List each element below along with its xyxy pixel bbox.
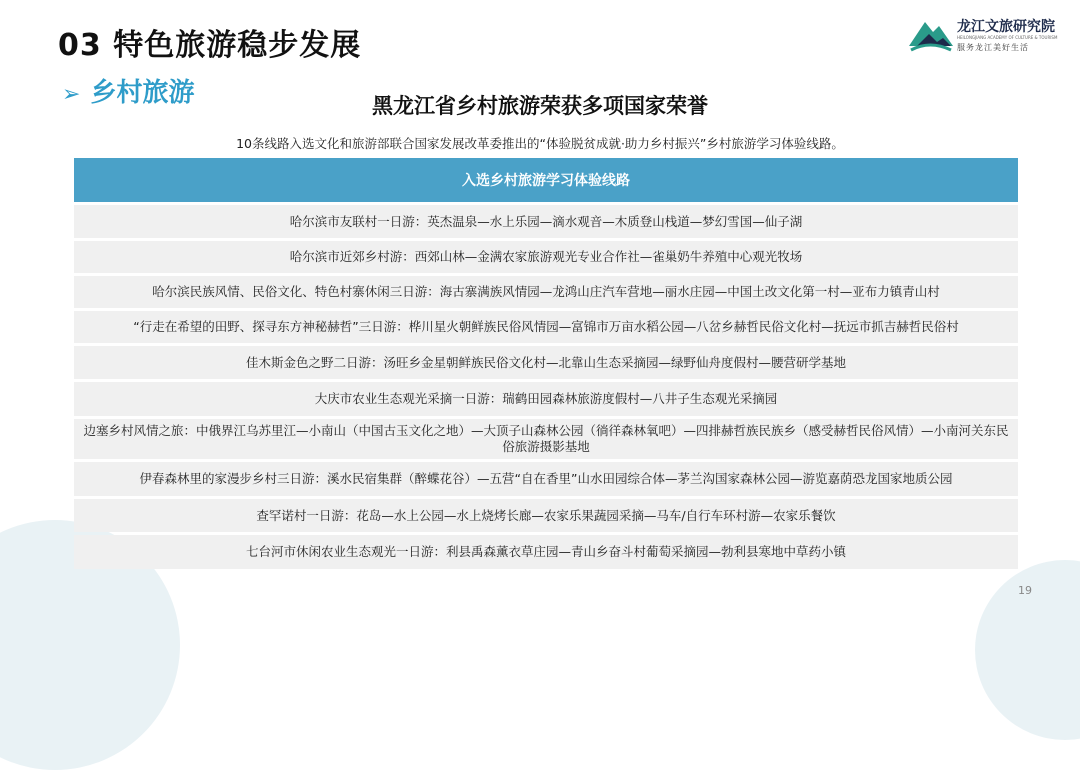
arrow-icon: ➢ bbox=[62, 82, 81, 107]
section-heading-label: 乡村旅游 bbox=[90, 78, 195, 108]
logo-name: 龙江文旅研究院 bbox=[957, 19, 1055, 35]
intro-text: 10条线路入选文化和旅游部联合国家发展改革委推出的“体验脱贫成就·助力乡村振兴”乡村旅游学习体验线路。 bbox=[236, 136, 844, 151]
table-row: 七台河市休闲农业生态观光一日游：利县禹森薰衣草庄园—青山乡奋斗村葡萄采摘园—勃利县寒地中草药小镇 bbox=[74, 535, 1018, 569]
table-row: 边塞乡村风情之旅：中俄界江乌苏里江—小南山（中国古玉文化之地）—大顶子山森林公园（徜徉森林氧吧）—四排赫哲族民族乡（感受赫哲民俗风情）—小南河关东民俗旅游摄影基地 bbox=[74, 419, 1018, 459]
table-row: 佳木斯金色之野二日游：汤旺乡金星朝鲜族民俗文化村—北靠山生态采摘园—绿野仙舟度假村—腰营研学基地 bbox=[74, 346, 1018, 379]
logo-slogan: 服务龙江美好生活 bbox=[957, 43, 1029, 52]
table-row: “行走在希望的田野、探寻东方神秘赫哲”三日游：桦川星火朝鲜族民俗风情园—富锦市万亩水稻公园—八岔乡赫哲民俗文化村—抚远市抓吉赫哲民俗村 bbox=[74, 311, 1018, 343]
logo-mountain-icon bbox=[905, 12, 955, 58]
page-number: 19 bbox=[1018, 584, 1032, 597]
table-row: 查罕诺村一日游：花岛—水上公园—水上烧烤长廊—农家乐果蔬园采摘—马车/自行车环村游—农家乐餐饮 bbox=[74, 499, 1018, 532]
logo-english-name: HEILONGJIANG ACADEMY OF CULTURE & TOURISM bbox=[957, 35, 1058, 40]
table-header: 入选乡村旅游学习体验线路 bbox=[74, 158, 1018, 202]
table-row: 哈尔滨市友联村一日游：英杰温泉—水上乐园—滴水观音—木质登山栈道—梦幻雪国—仙子湖 bbox=[74, 205, 1018, 238]
table-row: 哈尔滨民族风情、民俗文化、特色村寨休闲三日游：海古寨满族风情园—龙鸿山庄汽车营地—丽水庄园—中国土改文化第一村—亚布力镇青山村 bbox=[74, 276, 1018, 308]
logo bbox=[905, 10, 1075, 60]
routes-table bbox=[74, 158, 1018, 569]
table-row: 伊春森林里的家漫步乡村三日游：溪水民宿集群（醉蝶花谷）—五营“自在香里”山水田园综合体—茅兰沟国家森林公园—游览嘉荫恐龙国家地质公园 bbox=[74, 462, 1018, 496]
subtitle: 黑龙江省乡村旅游荣获多项国家荣誉 bbox=[372, 94, 708, 118]
table-row: 大庆市农业生态观光采摘一日游：瑞鹤田园森林旅游度假村—八井子生态观光采摘园 bbox=[74, 382, 1018, 416]
table-row: 哈尔滨市近郊乡村游：西郊山林—金满农家旅游观光专业合作社—雀巢奶牛养殖中心观光牧场 bbox=[74, 241, 1018, 273]
page-title: 03 特色旅游稳步发展 bbox=[58, 28, 362, 63]
